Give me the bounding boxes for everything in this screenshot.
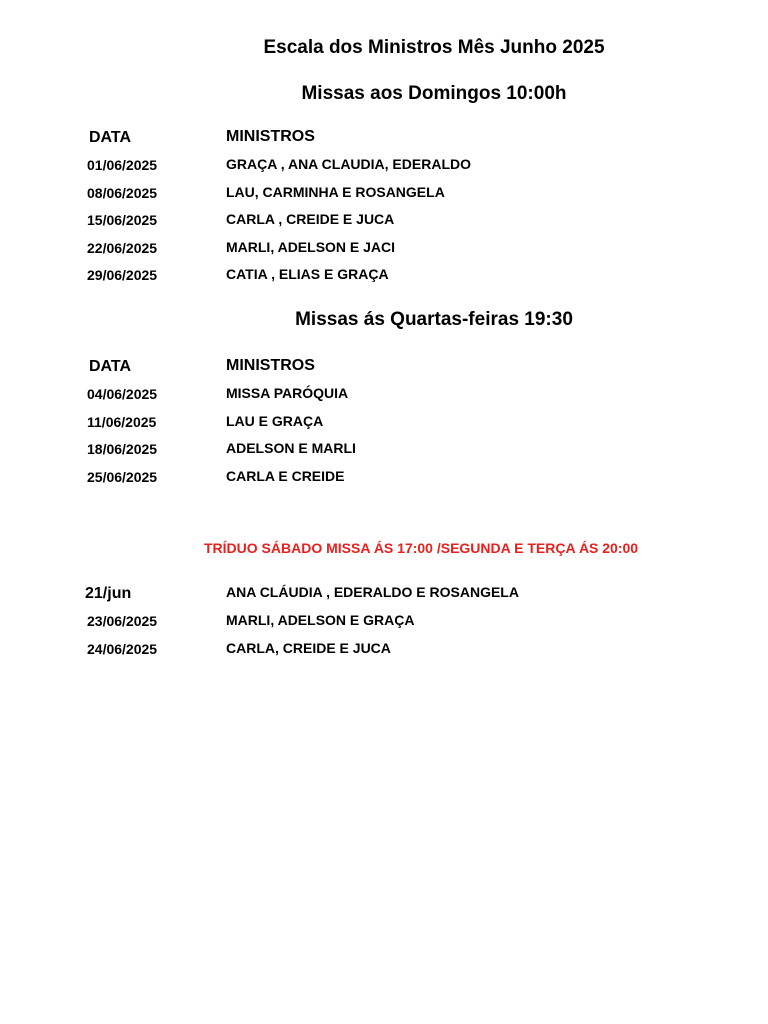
wednesdays-date-header: DATA (89, 358, 132, 375)
row-date: 25/06/2025 (87, 469, 158, 485)
row-ministers: CATIA , ELIAS E GRAÇA (226, 266, 389, 282)
sundays-ministers-header: MINISTROS (226, 128, 315, 145)
wednesdays-ministers-header: MINISTROS (226, 357, 315, 374)
row-ministers: LAU E GRAÇA (226, 413, 324, 429)
row-ministers: LAU, CARMINHA E ROSANGELA (226, 184, 445, 200)
row-date: 11/06/2025 (87, 414, 157, 430)
row-ministers: ADELSON E MARLI (226, 440, 356, 456)
row-ministers: MISSA PARÓQUIA (226, 385, 349, 401)
row-ministers: CARLA , CREIDE E JUCA (226, 211, 395, 227)
sundays-date-header: DATA (89, 129, 132, 146)
row-date: 29/06/2025 (87, 267, 158, 283)
wednesdays-section-title: Missas ás Quartas-feiras 19:30 (295, 309, 573, 330)
row-ministers: MARLI, ADELSON E JACI (226, 239, 396, 255)
row-ministers: ANA CLÁUDIA , EDERALDO E ROSANGELA (226, 584, 519, 600)
row-date: 24/06/2025 (87, 641, 158, 657)
row-date: 21/jun (85, 585, 132, 602)
row-ministers: GRAÇA , ANA CLAUDIA, EDERALDO (226, 156, 471, 172)
row-date: 15/06/2025 (87, 212, 158, 228)
page-title: Escala dos Ministros Mês Junho 2025 (263, 37, 605, 58)
row-date: 04/06/2025 (87, 386, 158, 402)
sundays-section-title: Missas aos Domingos 10:00h (301, 83, 567, 104)
triduo-notice: TRÍDUO SÁBADO MISSA ÁS 17:00 /SEGUNDA E TERÇA ÁS 20:00 (204, 540, 639, 556)
row-date: 23/06/2025 (87, 613, 158, 629)
row-date: 22/06/2025 (87, 240, 158, 256)
row-ministers: CARLA, CREIDE E JUCA (226, 640, 391, 656)
row-date: 01/06/2025 (87, 157, 158, 173)
row-ministers: MARLI, ADELSON E GRAÇA (226, 612, 415, 628)
row-ministers: CARLA E CREIDE (226, 468, 345, 484)
row-date: 08/06/2025 (87, 185, 158, 201)
row-date: 18/06/2025 (87, 441, 158, 457)
